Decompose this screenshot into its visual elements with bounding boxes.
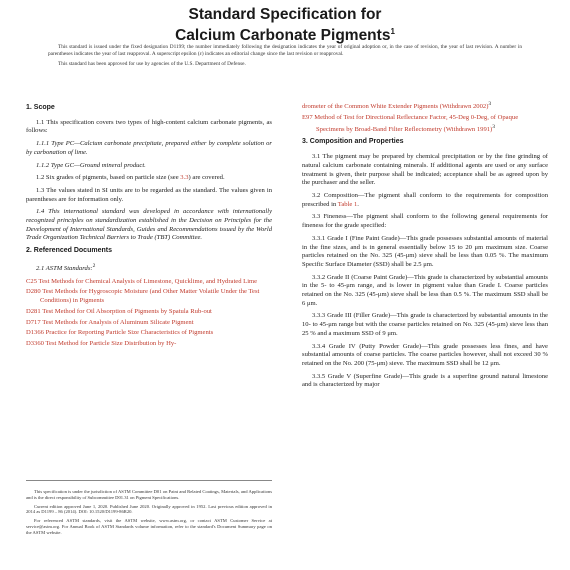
footnotes (26, 480, 272, 539)
document-title (0, 6, 570, 44)
section-1-4: 1.4 This international standard was developed in accordance with internationally recognized principles on standardization established in the Decision on Principles for the Development of International Standards, Guides and Recommendations issued by the World Trade Organization Technical Barriers to Trade (TBT) Committee. (26, 208, 272, 242)
section-1-1-1: 1.1.1 Type PC—Calcium carbonate precipitate, prepared either by complete solution or by carbonation of lime. (26, 140, 272, 156)
scope-heading: 1. Scope (26, 104, 55, 111)
section-2-1: 2.1 ASTM Standards:$^2$ (36, 262, 96, 273)
ref-link[interactable]: D280 (26, 288, 41, 296)
ref-link[interactable]: D281 (26, 307, 41, 315)
referenced-documents-heading: 2. Referenced Documents (26, 247, 112, 255)
section-3-3-4: 3.3.4 Grade IV (Putty Powder Grade)—This grade possesses less fines, and have substantial amounts of coarse particles. The coarse particles however, shall not exceed 30 % retained on the No. 200 (75-μm) sieve. The maximum SSD shall be 12 μm. (302, 342, 548, 367)
ref-link[interactable]: C25 (26, 277, 37, 285)
section-1-3: 1.3 The values stated in SI units are to be regarded as the standard. The values given in parentheses are for information only. (26, 186, 272, 203)
footnote-2: For referenced ASTM standards, visit the ASTM website, www.astm.org, or contact ASTM Customer Service at service@astm.org. For Annual Book of ASTM Standards volume information, refer to the standard's Document Summary page on the ASTM website. (26, 518, 272, 535)
reference-item: D3360 Test Method for Particle Size Distribution by Hy- (26, 339, 177, 347)
reference-item: D717 Test Methods for Analysis of Aluminum Silicate Pigment (26, 318, 194, 326)
ref-link[interactable]: D717 (26, 318, 41, 326)
right-column (302, 100, 548, 394)
notice-dod-approval: This standard has been approved for use by agencies of the U.S. Department of Defense. (58, 61, 246, 67)
link-table-1[interactable]: Table 1 (337, 200, 358, 208)
ref-link[interactable]: E97 (302, 113, 313, 121)
reference-item: D280 Test Methods for Hygroscopic Moisture (and Other Matter Volatile Under the Test Conditions) in Pigments (26, 288, 260, 305)
section-3-1: 3.1 The pigment may be prepared by chemical precipitation or by the fine grinding of natural calcium carbonate containing minerals. If additional agents are used or any surface treatment is given, their purpose shall be indicated; acceptance shall be as agreed upon by the purchaser and the seller. (302, 153, 548, 187)
section-1-2: 1.2 Six grades of pigments, based on particle size (see 3.3) are covered. (36, 174, 225, 182)
reference-continuation: drometer of the Common White Extender Pigments (Withdrawn 2002)$^3$ (302, 101, 492, 111)
section-3-3-2: 3.3.2 Grade II (Coarse Paint Grade)—This grade is characterized by substantial amounts in the 5- to 45-μm range, and is lower in pigment value than Grade I. Coarse particles retained on the No. 325 (45-μm) sieve shall be less than 0.5 %. The maximum SSD shall be 6 μm. (302, 273, 548, 307)
reference-item-e97: E97 Method of Test for Directional Reflectance Factor, 45-Deg 0-Deg, of Opaque Specimens by Broad-Band Filter Reflectometry (Withdrawn 1991)$^3$ (302, 113, 519, 133)
section-1-1-2: 1.1.2 Type GC—Ground mineral product. (36, 161, 146, 169)
notice-designation: This standard is issued under the fixed designation D1199; the number immediately following the designation indicates the year of original adoption or, in the case of revision, the year of last revision. A number in parentheses indicates the year of last reapproval. A superscript epsilon (ε) indicates an editorial change since the last revision or reapproval. (48, 44, 522, 57)
title-footnote-mark: 1 (390, 27, 395, 36)
footnote-1-edition: Current edition approved June 1, 2020. Published June 2020. Originally approved in 1952. Last previous edition approved in 2014 as D1199 – 86 (2014). DOI: 10.1520/D1199-86R20. (26, 503, 272, 515)
reference-item: D1366 Practice for Reporting Particle Size Characteristics of Pigments (26, 329, 214, 337)
section-3-3-3: 3.3.3 Grade III (Filler Grade)—This grade is characterized by substantial amounts in the 10- to 45-μm range but with the coarse particles retained on No. 325 (45-μm) sieve less than 25 % and a maximum SSD of 9 μm. (302, 312, 548, 337)
section-3-2: 3.2 Composition—The pigment shall conform to the requirements for composition prescribed in Table 1. (302, 192, 548, 208)
section-1-1: 1.1 This specification covers two types of high-content calcium carbonate pigments, as follows: (26, 118, 272, 135)
reference-item: D281 Test Method for Oil Absorption of Pigments by Spatula Rub-out (26, 307, 212, 315)
section-3-3-1: 3.3.1 Grade I (Fine Paint Grade)—This grade possesses substantial amounts of material in the fine sizes, and is in general essentially below 15 to 20 μm maximum size. Coarse particles retained on the No. 325 (45-μm) sieve shall be less than 0.05 %. The maximum Specific Surface Diameter (SSD) shall be 2.5 μm. (302, 234, 548, 268)
title-line-2: Calcium Carbonate Pigments$^1$ (175, 27, 395, 45)
ref-link[interactable]: D3360 (26, 339, 44, 347)
section-3-3: 3.3 Fineness—The pigment shall conform to the following general requirements for fineness for the grade specified: (302, 213, 548, 230)
title-line-1: Standard Specification for (188, 6, 382, 23)
left-column (26, 100, 272, 351)
issuance-notice (48, 44, 522, 71)
reference-item: C25 Test Methods for Chemical Analysis of Limestone, Quicklime, and Hydrated Lime (26, 277, 258, 285)
footnote-1: This specification is under the jurisdiction of ASTM Committee D01 on Paint and Related Coatings, Materials, and Applications and is the direct responsibility of Subcommittee D01.31 on Pigment Specifications. (26, 489, 272, 500)
link-section-3-3[interactable]: 3.3 (180, 174, 189, 182)
section-3-3-5: 3.3.5 Grade V (Superfine Grade)—This grade is a superfine ground natural limestone and is characterized by major (302, 372, 548, 389)
composition-heading: 3. Composition and Properties (302, 138, 404, 146)
ref-link[interactable]: D1366 (26, 329, 44, 337)
